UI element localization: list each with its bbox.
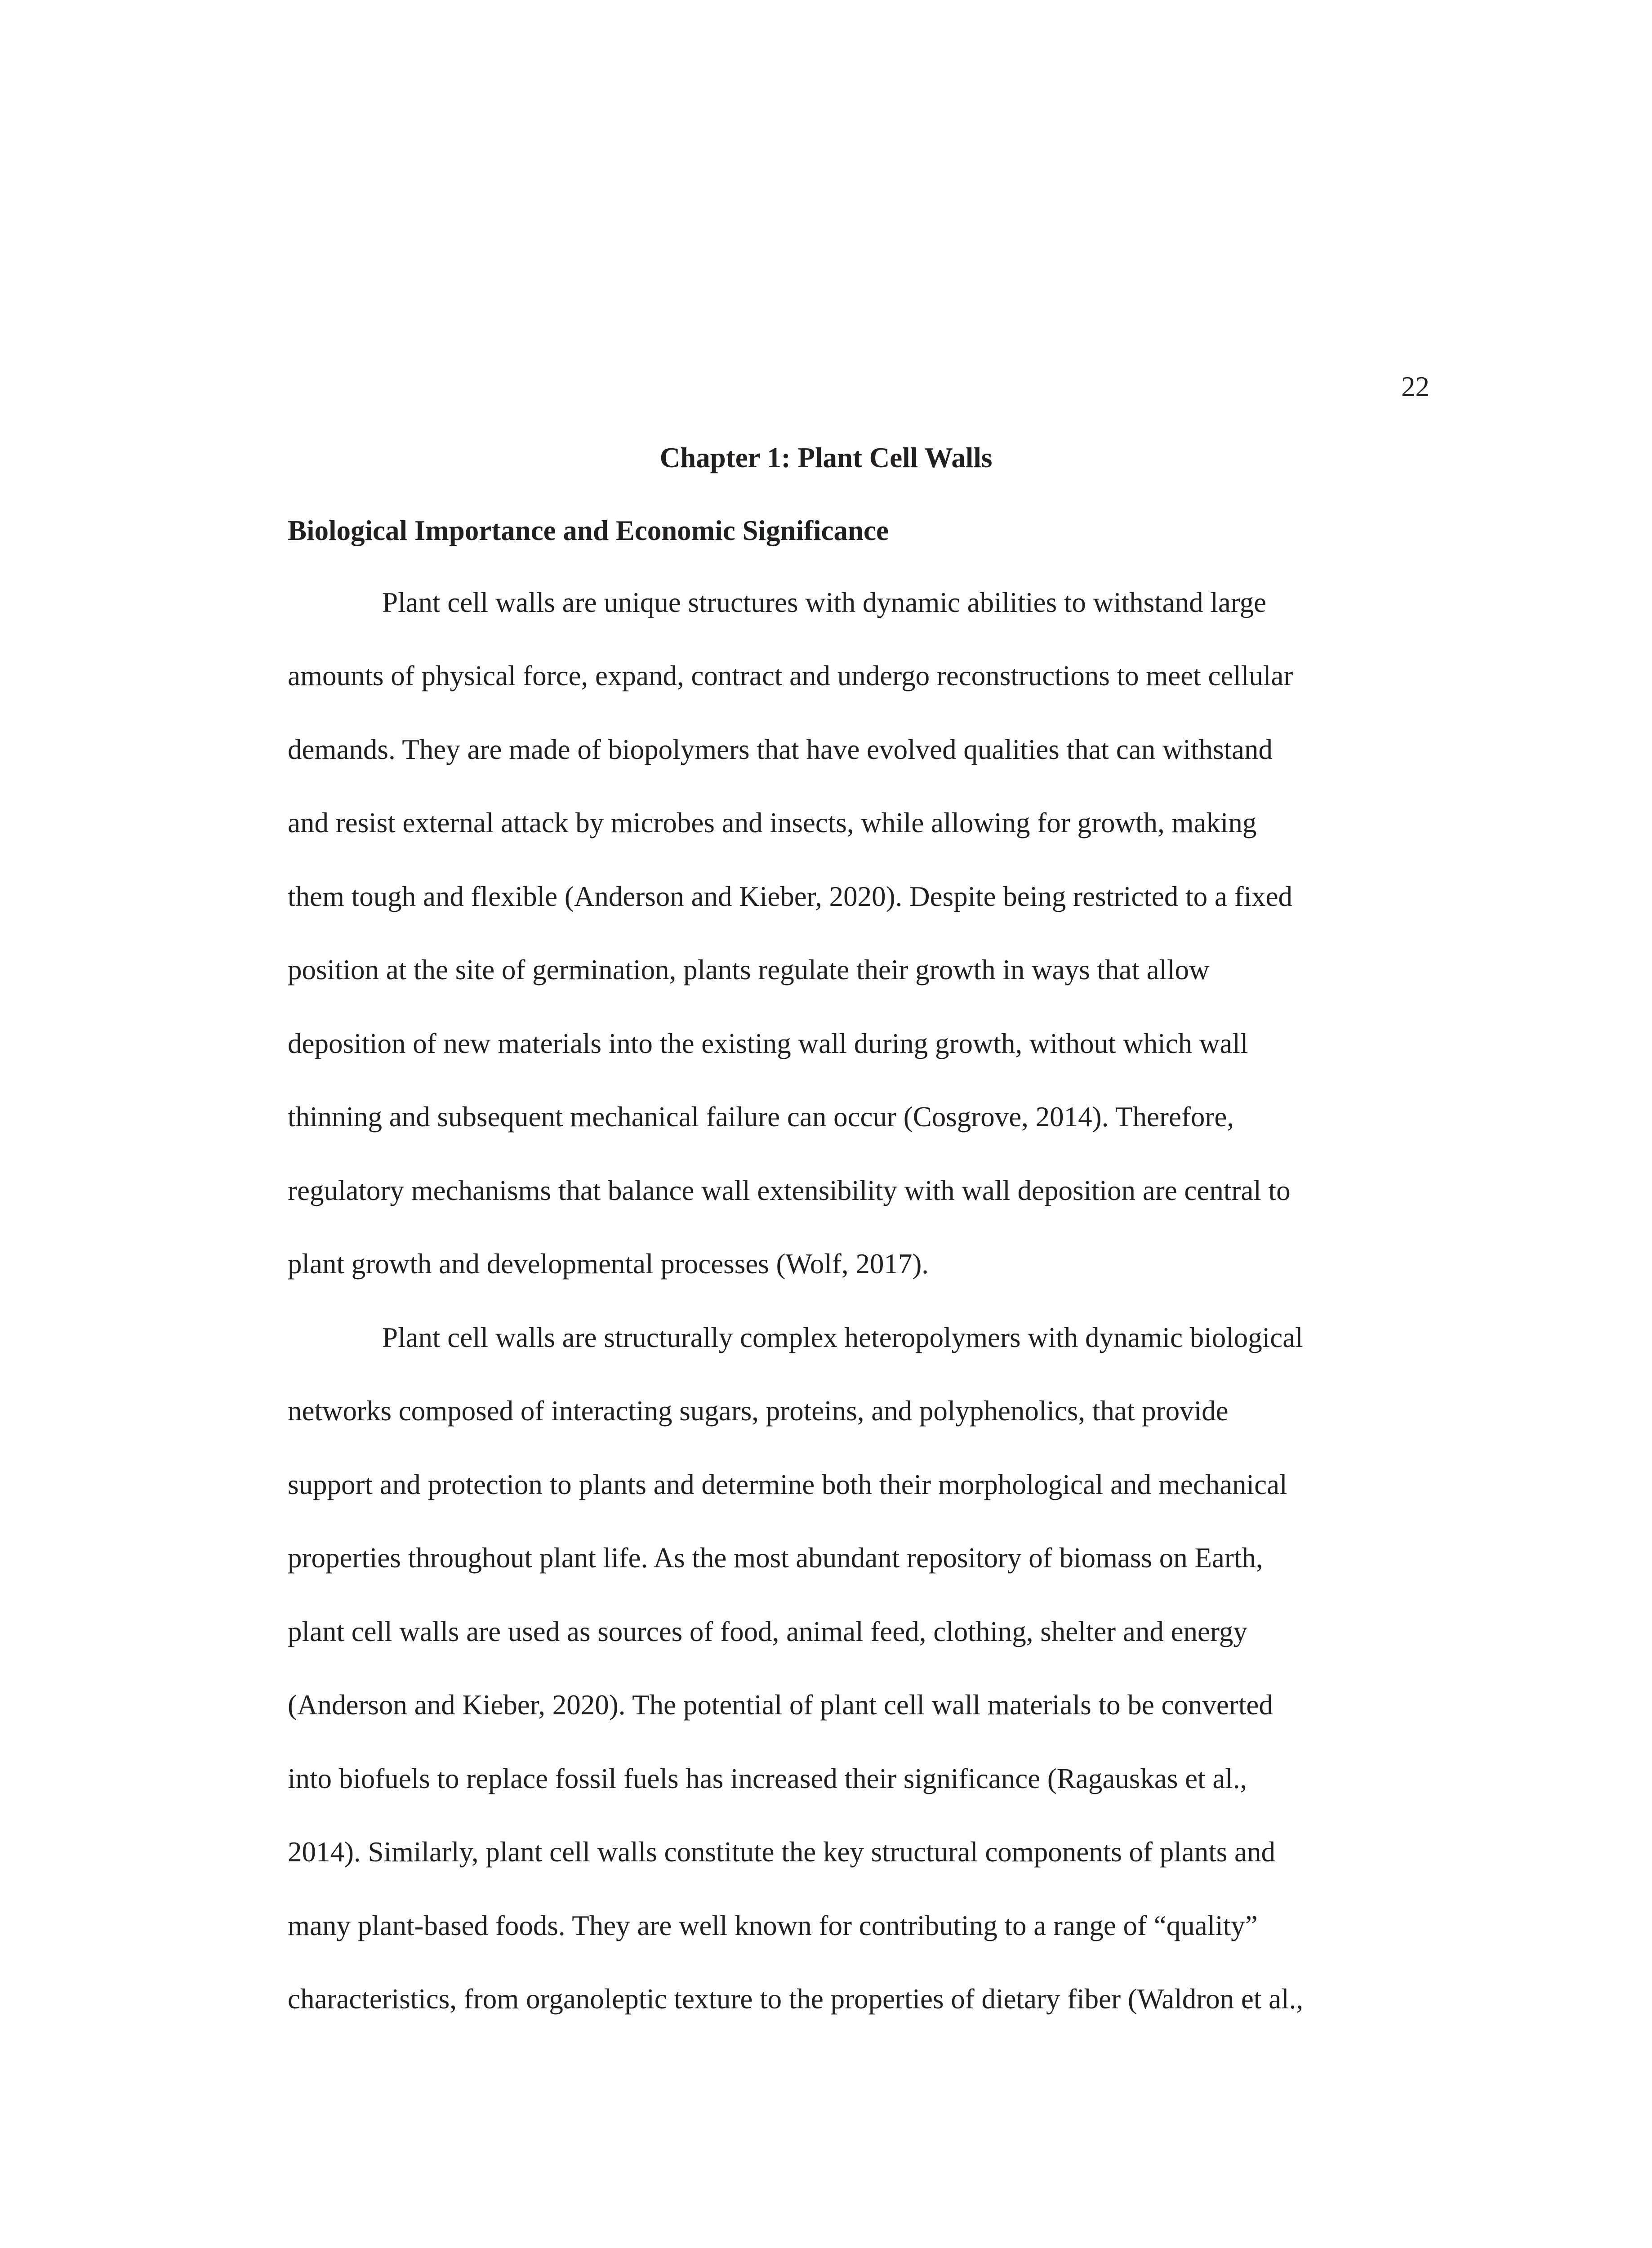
text-line: 2014). Similarly, plant cell walls constitute the key structural components of plants and xyxy=(288,1836,1275,1868)
text-line: thinning and subsequent mechanical failure can occur (Cosgrove, 2014). Therefore, xyxy=(288,1101,1234,1133)
text-line: (Anderson and Kieber, 2020). The potential of plant cell wall materials to be converted xyxy=(288,1689,1273,1721)
chapter-title: Chapter 1: Plant Cell Walls xyxy=(659,442,993,473)
text-line: plant cell walls are used as sources of food, animal feed, clothing, shelter and energy xyxy=(288,1616,1247,1647)
text-line: support and protection to plants and determine both their morphological and mechanical xyxy=(288,1469,1287,1500)
text-line: them tough and flexible (Anderson and Kieber, 2020). Despite being restricted to a fixed xyxy=(288,881,1293,912)
page-number: 22 xyxy=(1401,371,1429,402)
text-line: plant growth and developmental processes (Wolf, 2017). xyxy=(288,1248,929,1280)
text-line: regulatory mechanisms that balance wall extensibility with wall deposition are central to xyxy=(288,1175,1291,1206)
text-line: many plant-based foods. They are well known for contributing to a range of “quality” xyxy=(288,1910,1258,1941)
text-line: into biofuels to replace fossil fuels has increased their significance (Ragauskas et al., xyxy=(288,1763,1247,1794)
text-line: amounts of physical force, expand, contract and undergo reconstructions to meet cellular xyxy=(288,660,1293,691)
text-line: Plant cell walls are unique structures with dynamic abilities to withstand large xyxy=(382,587,1267,618)
text-line: and resist external attack by microbes and insects, while allowing for growth, making xyxy=(288,807,1257,839)
text-line: deposition of new materials into the existing wall during growth, without which wall xyxy=(288,1028,1248,1059)
text-line: properties throughout plant life. As the most abundant repository of biomass on Earth, xyxy=(288,1542,1263,1574)
text-line: position at the site of germination, plants regulate their growth in ways that allow xyxy=(288,954,1210,986)
text-line: networks composed of interacting sugars, proteins, and polyphenolics, that provide xyxy=(288,1395,1229,1427)
text-line: characteristics, from organoleptic texture to the properties of dietary fiber (Waldron et al., xyxy=(288,1983,1304,2015)
text-line: demands. They are made of biopolymers that have evolved qualities that can withstand xyxy=(288,734,1273,765)
section-heading: Biological Importance and Economic Significance xyxy=(288,515,889,546)
text-line: Plant cell walls are structurally complex heteropolymers with dynamic biological xyxy=(382,1322,1303,1353)
